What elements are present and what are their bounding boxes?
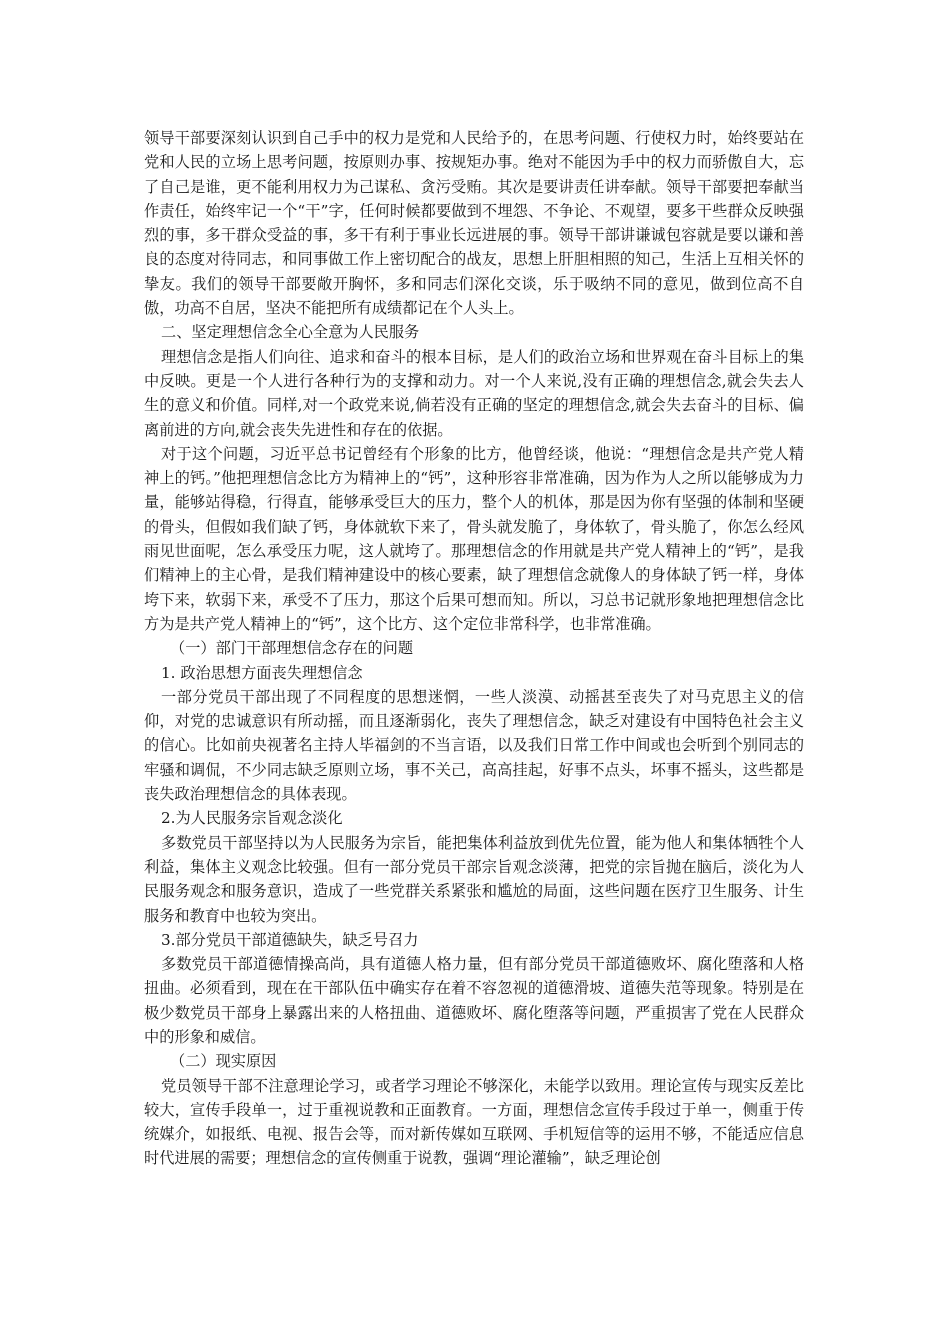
- body-paragraph: 对于这个问题，习近平总书记曾经有个形象的比方，他曾经谈，他说：“理想信念是共产党人精神上的钙。”他把理想信念比方为精神上的“钙”，这种形容非常准确，因为作为人之所以能够成为力量，能够站得稳，行得直，能够承受巨大的压力，整个人的机体，那是因为你有坚强的体制和坚硬的骨头，但假如我们缺了钙，身体就软下来了，骨头就发脆了，身体软了，骨头脆了，你怎么经风雨见世面呢，怎么承受压力呢，这人就垮了。那理想信念的作用就是共产党人精神上的“钙”，是我们精神上的主心骨，是我们精神建设中的核心要素，缺了理想信念就像人的身体缺了钙一样，身体垮下来，软弱下来，承受不了压力，那这个后果可想而知。所以，习总书记就形象地把理想信念比方为是共产党人精神上的“钙”，这个比方、这个定位非常科学，也非常准确。: [144, 444, 804, 633]
- body-paragraph: 一部分党员干部出现了不同程度的思想迷惘，一些人淡漠、动摇甚至丧失了对马克思主义的信仰，对党的忠诚意识有所动摇，而且逐渐弱化，丧失了理想信念，缺乏对建设有中国特色社会主义的信心。比如前央视著名主持人毕福剑的不当言语，以及我们日常工作中间或也会听到个别同志的牢骚和调侃，不少同志缺乏原则立场，事不关己，高高挂起，好事不点头，坏事不摇头，这些都是丧失政治理想信念的具体表现。: [144, 687, 804, 804]
- numbered-item-heading: 2.为人民服务宗旨观念淡化: [161, 809, 343, 828]
- section-heading: 二、坚定理想信念全心全意为人民服务: [161, 323, 420, 342]
- subsection-heading: （一）部门干部理想信念存在的问题: [170, 639, 413, 658]
- body-paragraph: 党员领导干部不注意理论学习，或者学习理论不够深化，未能学以致用。理论宣传与现实反差比较大，宣传手段单一，过于重视说教和正面教育。一方面，理想信念宣传手段过于单一，侧重于传统媒介，如报纸、电视、报告会等，而对新传媒如互联网、手机短信等的运用不够，不能适应信息时代进展的需要；理想信念的宣传侧重于说教，强调“理论灌输”，缺乏理论创: [144, 1076, 804, 1168]
- body-paragraph: 多数党员干部坚持以为人民服务为宗旨，能把集体利益放到优先位置，能为他人和集体牺牲个人利益，集体主义观念比较强。但有一部分党员干部宗旨观念淡薄，把党的宗旨抛在脑后，淡化为人民服务观念和服务意识，造成了一些党群关系紧张和尴尬的局面，这些问题在医疗卫生服务、计生服务和教育中也较为突出。: [144, 833, 804, 925]
- numbered-item-heading: 1. 政治思想方面丧失理想信念: [161, 663, 363, 682]
- body-paragraph: 领导干部要深刻认识到自己手中的权力是党和人民给予的，在思考问题、行使权力时，始终要站在党和人民的立场上思考问题，按原则办事、按规矩办事。绝对不能因为手中的权力而骄傲自大，忘了自己是谁，更不能利用权力为己谋私、贪污受贿。其次是要讲责任讲奉献。领导干部要把奉献当作责任，始终牢记一个“干”字，任何时候都要做到不埋怨、不争论、不观望，要多干些群众反映强烈的事，多干群众受益的事，多干有利于事业长远进展的事。领导干部讲谦诚包容就是要以谦和善良的态度对待同志，和同事做工作上密切配合的战友，思想上肝胆相照的知己，生活上互相关怀的挚友。我们的领导干部要敞开胸怀，多和同志们深化交谈，乐于吸纳不同的意见，做到位高不自傲，功高不自居，坚决不能把所有成绩都记在个人头上。: [144, 129, 804, 318]
- document-page: [144, 126, 804, 1171]
- body-paragraph: 理想信念是指人们向往、追求和奋斗的根本目标，是人们的政治立场和世界观在奋斗目标上的集中反映。更是一个人进行各种行为的支撑和动力。对一个人来说,没有正确的理想信念,就会失去人生的意义和价值。同样,对一个政党来说,倘若没有正确的坚定的理想信念,就会失去奋斗的目标、偏离前进的方向,就会丧失先进性和存在的依据。: [144, 347, 804, 439]
- body-paragraph: 多数党员干部道德情操高尚，具有道德人格力量，但有部分党员干部道德败坏、腐化堕落和人格扭曲。必须看到，现在在干部队伍中确实存在着不容忽视的道德滑坡、道德失范等现象。特别是在极少数党员干部身上暴露出来的人格扭曲、道德败坏、腐化堕落等问题，严重损害了党在人民群众中的形象和威信。: [144, 955, 804, 1046]
- numbered-item-heading: 3.部分党员干部道德缺失，缺乏号召力: [161, 930, 419, 949]
- subsection-heading: （二）现实原因: [170, 1052, 277, 1071]
